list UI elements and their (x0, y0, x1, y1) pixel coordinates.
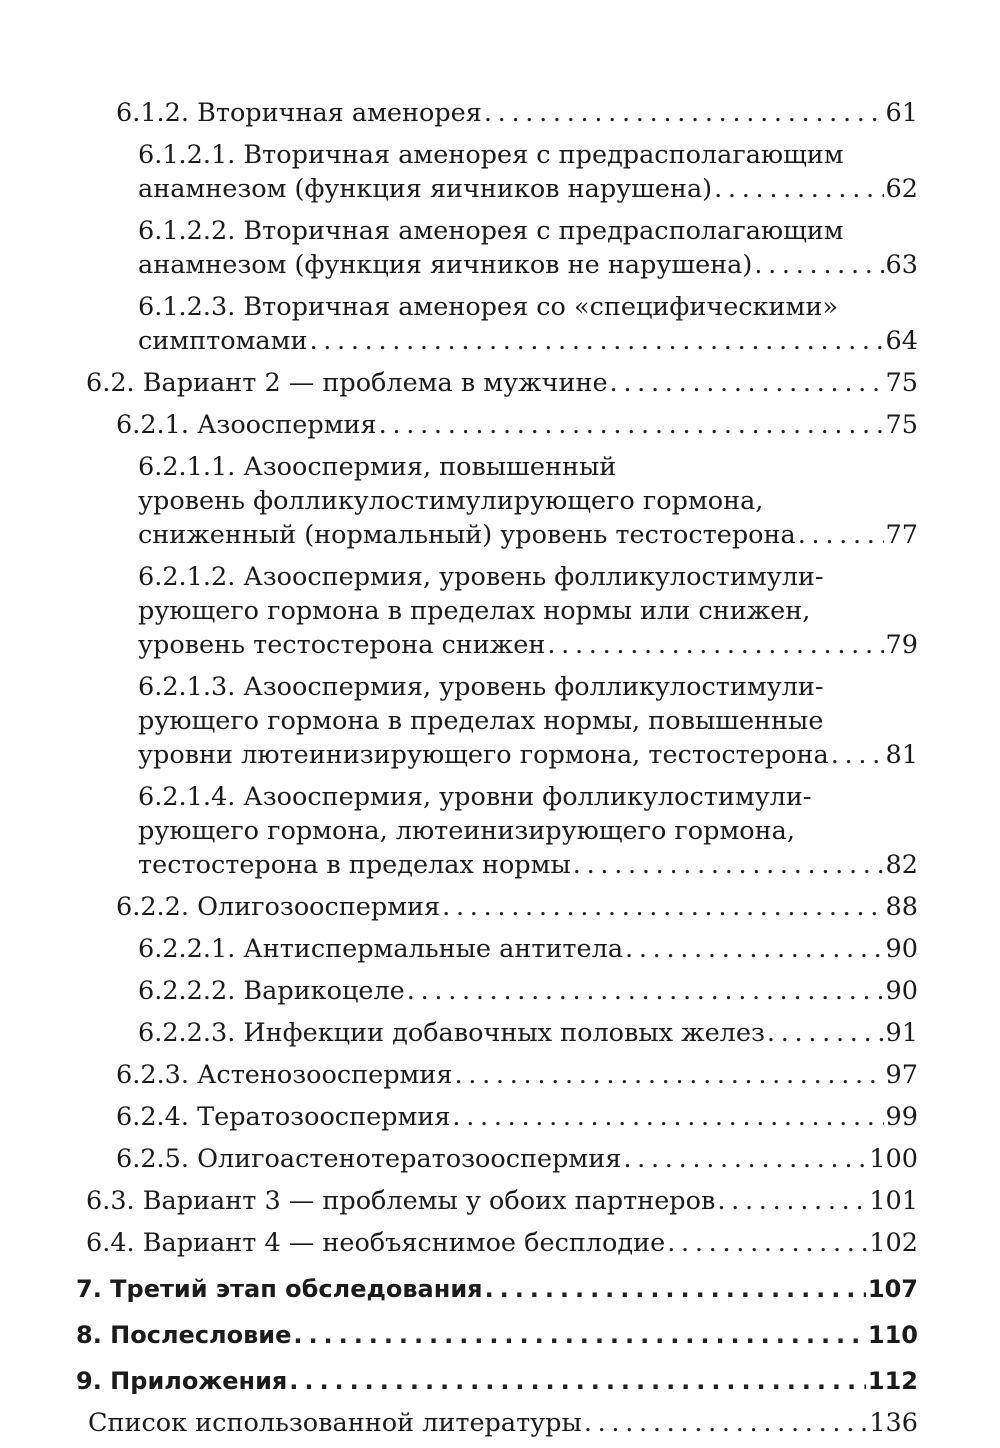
toc-entry-6-2-1-2[interactable] (138, 560, 918, 662)
dot-leader (623, 1142, 867, 1176)
toc-page-number: 88 (885, 892, 918, 922)
toc-page-number: 102 (869, 1228, 918, 1258)
toc-entry-6-2-1[interactable] (116, 408, 918, 442)
toc-entry-6-2-1-4[interactable] (138, 780, 918, 882)
toc-entry-last-line (76, 1318, 918, 1352)
toc-entry-last-line (86, 366, 918, 400)
toc-entry-title-line: 6.2.1.2. Азооспермия, уровень фолликулостимули- (138, 562, 824, 592)
toc-entry-title-line: 6.3. Вариант 3 — проблемы у обоих партнеров (86, 1186, 716, 1216)
toc-entry-title-line: 6.2.1.1. Азооспермия, повышенный (138, 452, 617, 482)
toc-entry-title-line: 6.2.4. Тератозооспермия (116, 1102, 451, 1132)
toc-entry-6-1-2-2[interactable] (138, 214, 918, 282)
toc-entry-title-line: 6.1.2. Вторичная аменорея (116, 98, 482, 128)
toc-entry-6-2[interactable] (86, 366, 918, 400)
toc-page-number: 136 (869, 1408, 918, 1438)
dot-leader (484, 96, 884, 130)
dot-leader (442, 890, 883, 924)
toc-page-number: 100 (869, 1144, 918, 1174)
toc-entry-last-line (86, 1184, 918, 1218)
toc-entry-title-line: 6.1.2.1. Вторичная аменорея с предрасполагающим (138, 140, 844, 170)
toc-entry-last-line (138, 848, 918, 882)
toc-entry-last-line (138, 974, 918, 1008)
dot-leader (625, 932, 884, 966)
toc-entry-9[interactable] (76, 1364, 918, 1398)
toc-entry-6-1-2-1[interactable] (138, 138, 918, 206)
toc-entry-title-line: уровни лютеинизирующего гормона, тестостерона (138, 740, 829, 770)
toc-entry-title-line: 6.4. Вариант 4 — необъяснимое бесплодие (86, 1228, 666, 1258)
toc-page-number: 61 (885, 98, 918, 128)
toc-entry-title-line: анамнезом (функция яичников нарушена) (138, 174, 713, 204)
dot-leader (610, 366, 884, 400)
toc-page-number: 99 (885, 1102, 918, 1132)
toc-page-number: 90 (885, 976, 918, 1006)
toc-entry-last-line (116, 890, 918, 924)
dot-leader (379, 408, 884, 442)
toc-entry-last-line (76, 1364, 918, 1398)
toc-page-number: 91 (885, 1018, 918, 1048)
toc-entry-title-line: рующего гормона в пределах нормы, повышенные (138, 706, 824, 736)
toc-entry-title-line: анамнезом (функция яичников не нарушена) (138, 250, 753, 280)
toc-entry-references[interactable] (88, 1406, 918, 1440)
toc-entry-title-line: 6.2.5. Олигоастенотератозооспермия (116, 1144, 622, 1174)
dot-leader (293, 1318, 865, 1352)
toc-entry-title-line: тестостерона в пределах нормы (138, 850, 571, 880)
toc-entry-6-2-2[interactable] (116, 890, 918, 924)
dot-leader (584, 1406, 868, 1440)
dot-leader (407, 974, 884, 1008)
dot-leader (717, 1184, 867, 1218)
toc-page-number: 62 (885, 174, 918, 204)
dot-leader (667, 1226, 867, 1260)
toc-entry-last-line (116, 1142, 918, 1176)
toc-page-number: 64 (885, 326, 918, 356)
toc-entry-last-line (116, 1058, 918, 1092)
toc-entry-last-line (138, 324, 918, 358)
toc-entry-title-line: Список использованной литературы (88, 1408, 582, 1438)
toc-page-number: 110 (867, 1321, 918, 1349)
toc-entry-6-2-4[interactable] (116, 1100, 918, 1134)
dot-leader (831, 738, 884, 772)
toc-entry-6-1-2-3[interactable] (138, 290, 918, 358)
dot-leader (547, 628, 883, 662)
toc-entry-title-line: уровень фолликулостимулирующего гормона, (138, 486, 764, 516)
toc-entry-title-line: рующего гормона в пределах нормы или снижен, (138, 596, 811, 626)
toc-entry-6-1-2[interactable] (116, 96, 918, 130)
toc-page-number: 112 (867, 1367, 918, 1395)
toc-entry-title-line: сниженный (нормальный) уровень тестостерона (138, 520, 796, 550)
toc-entry-last-line (138, 1016, 918, 1050)
dot-leader (452, 1100, 883, 1134)
toc-entry-last-line (138, 172, 918, 206)
toc-entry-title-line: 6.2.1.3. Азооспермия, уровень фолликулостимули- (138, 672, 824, 702)
toc-entry-title-line: рующего гормона, лютеинизирующего гормона, (138, 816, 795, 846)
toc-entry-6-2-3[interactable] (116, 1058, 918, 1092)
toc-entry-last-line (138, 518, 918, 552)
dot-leader (754, 248, 883, 282)
toc-entry-title-line: 6.2.3. Астенозооспермия (116, 1060, 453, 1090)
toc-entry-title-line: уровень тестостерона снижен (138, 630, 546, 660)
toc-page-number: 90 (885, 934, 918, 964)
toc-page-number: 63 (885, 250, 918, 280)
toc-entry-6-2-2-1[interactable] (138, 932, 918, 966)
toc-page-number: 79 (885, 630, 918, 660)
toc-entry-last-line (88, 1406, 918, 1440)
toc-page-number: 107 (867, 1275, 918, 1303)
dot-leader (767, 1016, 884, 1050)
toc-entry-last-line (116, 1100, 918, 1134)
toc-entry-last-line (138, 738, 918, 772)
toc-entry-title-line: 6.2.2.2. Варикоцеле (138, 976, 405, 1006)
toc-page-number: 81 (885, 740, 918, 770)
dot-leader (309, 324, 883, 358)
toc-entry-title-line: 6.2.1. Азооспермия (116, 410, 377, 440)
toc-entry-7[interactable] (76, 1272, 918, 1306)
toc-entry-title-line: 6.2.1.4. Азооспермия, уровни фолликулостимули- (138, 782, 812, 812)
toc-entry-title-line: 8. Послесловие (76, 1321, 292, 1349)
dot-leader (714, 172, 883, 206)
toc-entry-title-line: 6.1.2.3. Вторичная аменорея со «специфическими» (138, 292, 838, 322)
toc-entry-6-2-5[interactable] (116, 1142, 918, 1176)
dot-leader (454, 1058, 883, 1092)
toc-entry-last-line (138, 932, 918, 966)
toc-entry-last-line (116, 96, 918, 130)
toc-entry-last-line (86, 1226, 918, 1260)
toc-entry-6-2-2-3[interactable] (138, 1016, 918, 1050)
toc-entry-6-2-1-3[interactable] (138, 670, 918, 772)
dot-leader (289, 1364, 866, 1398)
toc-page-number: 77 (885, 520, 918, 550)
toc-entry-8[interactable] (76, 1318, 918, 1352)
toc-entry-6-3[interactable] (86, 1184, 918, 1218)
toc-entry-title-line: 6.2.2. Олигозооспермия (116, 892, 441, 922)
dot-leader (573, 848, 884, 882)
toc-entry-title-line: 6.1.2.2. Вторичная аменорея с предрасполагающим (138, 216, 844, 246)
toc-entry-title-line: 7. Третий этап обследования (76, 1275, 483, 1303)
table-of-contents (0, 96, 1000, 1448)
toc-page-number: 82 (885, 850, 918, 880)
toc-entry-title-line: 6.2.2.3. Инфекции добавочных половых желез (138, 1018, 765, 1048)
toc-entry-last-line (116, 408, 918, 442)
toc-entry-title-line: симптомами (138, 326, 308, 356)
toc-entry-6-2-1-1[interactable] (138, 450, 918, 552)
toc-entry-title-line: 6.2.2.1. Антиспермальные антитела (138, 934, 624, 964)
toc-page-number: 97 (885, 1060, 918, 1090)
toc-page-number: 75 (885, 410, 918, 440)
toc-page-number: 101 (869, 1186, 918, 1216)
toc-entry-last-line (138, 628, 918, 662)
dot-leader (485, 1272, 866, 1306)
dot-leader (798, 518, 884, 552)
toc-entry-title-line: 9. Приложения (76, 1367, 288, 1395)
toc-entry-title-line: 6.2. Вариант 2 — проблема в мужчине (86, 368, 608, 398)
toc-entry-6-2-2-2[interactable] (138, 974, 918, 1008)
toc-entry-last-line (138, 248, 918, 282)
toc-page-number: 75 (885, 368, 918, 398)
toc-entry-6-4[interactable] (86, 1226, 918, 1260)
toc-entry-last-line (76, 1272, 918, 1306)
